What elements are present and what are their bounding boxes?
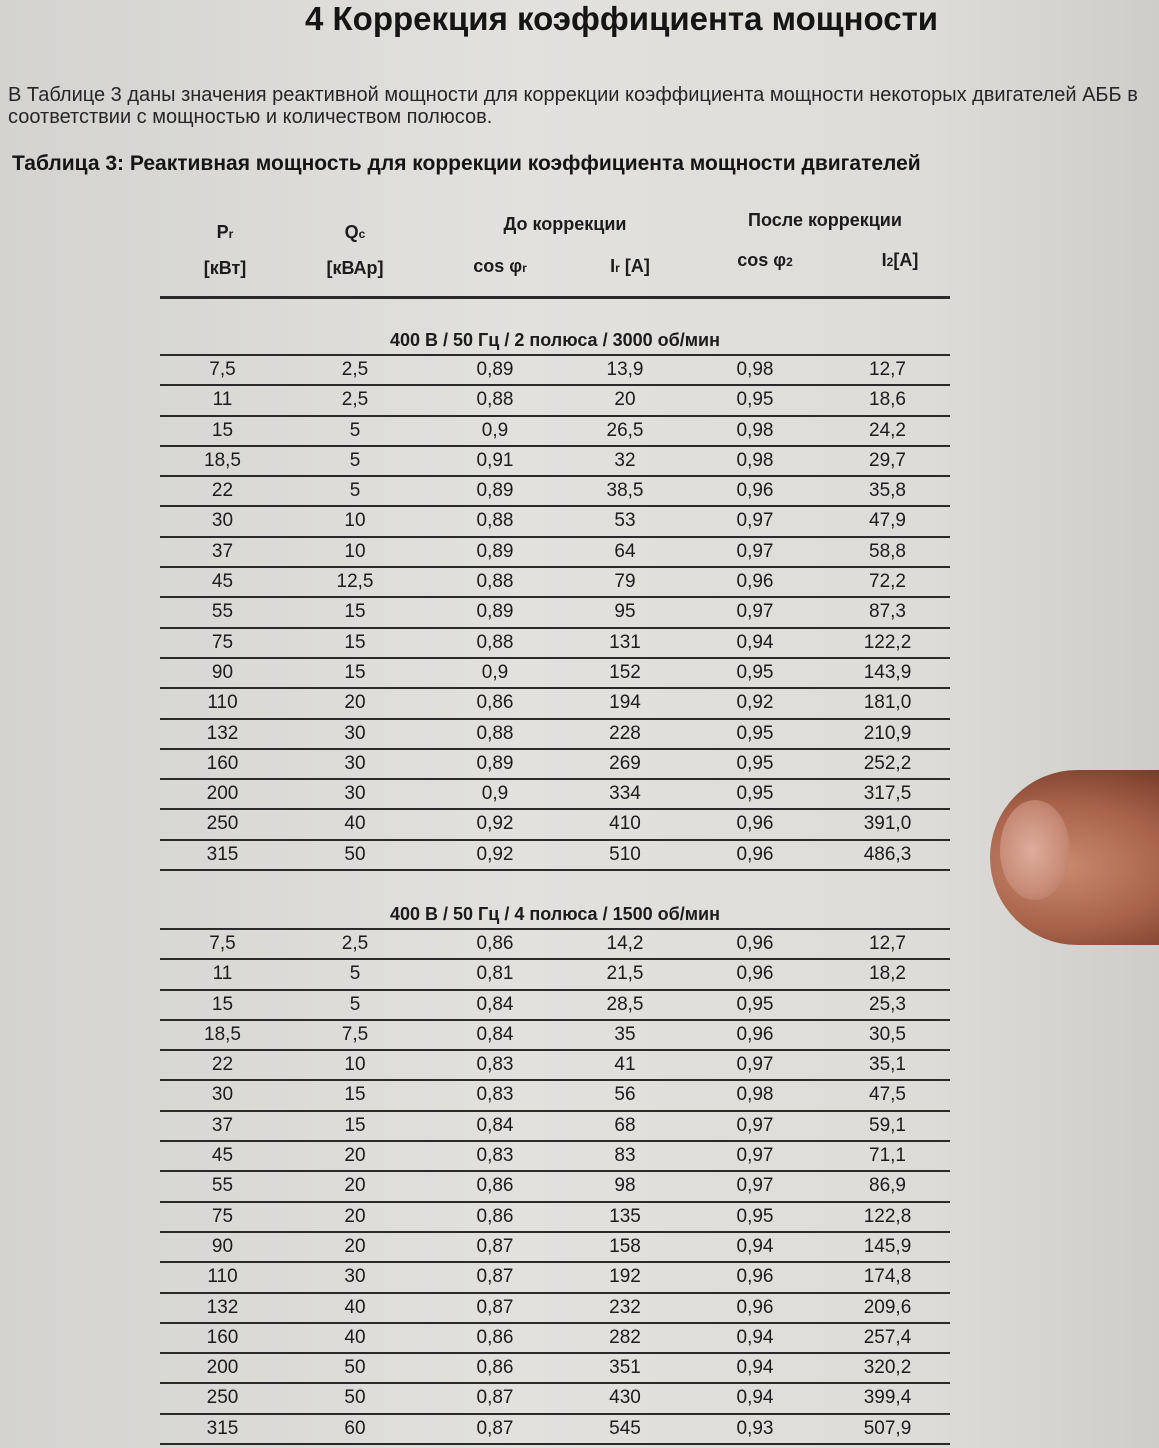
cell-power-kw: 18,5 [204, 449, 241, 471]
cell-cos-before: 0,87 [476, 1266, 514, 1288]
cell-current-after: 25,3 [869, 993, 906, 1015]
header-rule [160, 296, 950, 299]
cell-cos-after: 0,93 [736, 1417, 774, 1439]
cell-cos-after: 0,97 [736, 540, 774, 562]
cell-cos-after: 0,95 [736, 993, 774, 1015]
cell-cos-before: 0,89 [476, 540, 514, 562]
table-row [160, 1142, 950, 1172]
cell-cos-after: 0,95 [736, 1205, 774, 1227]
cell-current-after: 58,8 [869, 540, 906, 562]
header-cos-2: cos φ2 [737, 250, 793, 270]
cell-cos-after: 0,96 [736, 963, 774, 985]
cell-current-after: 29,7 [869, 449, 906, 471]
cell-power-kw: 22 [211, 480, 234, 502]
cell-power-kw: 45 [211, 571, 234, 593]
table-row [160, 1263, 950, 1293]
cell-reactive-kvar: 30 [344, 1266, 366, 1288]
table-row [160, 750, 950, 780]
cell-power-kw: 75 [211, 1205, 234, 1227]
cell-power-kw: 110 [207, 1266, 238, 1288]
table-row [160, 417, 950, 447]
cell-current-after: 145,9 [863, 1235, 912, 1257]
cell-reactive-kvar: 15 [344, 661, 366, 683]
cell-reactive-kvar: 40 [344, 1296, 366, 1318]
cell-current-after: 174,8 [863, 1266, 912, 1288]
cell-cos-after: 0,98 [736, 419, 774, 441]
cell-cos-after: 0,96 [736, 480, 774, 502]
cell-reactive-kvar: 10 [344, 540, 366, 562]
cell-reactive-kvar: 20 [344, 1205, 366, 1227]
cell-current-before: 510 [609, 843, 641, 865]
cell-cos-before: 0,92 [476, 843, 514, 865]
cell-power-kw: 11 [212, 963, 233, 985]
table-row [160, 1172, 950, 1202]
cell-current-after: 18,2 [869, 963, 906, 985]
cell-reactive-kvar: 40 [344, 813, 366, 835]
cell-current-before: 192 [609, 1266, 641, 1288]
cell-reactive-kvar: 2,5 [341, 389, 369, 411]
cell-cos-after: 0,94 [736, 1326, 774, 1348]
table-row [160, 1324, 950, 1354]
cell-reactive-kvar: 20 [344, 1145, 366, 1167]
cell-current-before: 83 [614, 1145, 636, 1167]
table-row [160, 1203, 950, 1233]
cell-power-kw: 11 [212, 389, 233, 411]
cell-current-before: 228 [609, 722, 641, 744]
cell-cos-after: 0,96 [736, 1266, 774, 1288]
cell-reactive-kvar: 40 [344, 1326, 366, 1348]
cell-current-before: 98 [614, 1175, 636, 1197]
cell-current-after: 181,0 [863, 692, 912, 714]
cell-power-kw: 45 [211, 1145, 234, 1167]
cell-cos-before: 0,87 [476, 1417, 514, 1439]
cell-current-after: 317,5 [863, 783, 912, 805]
cell-current-after: 35,1 [869, 1054, 906, 1076]
cell-reactive-kvar: 5 [349, 963, 361, 985]
cell-reactive-kvar: 15 [344, 631, 366, 653]
cell-power-kw: 37 [211, 540, 234, 562]
cell-power-kw: 18,5 [204, 1023, 241, 1045]
header-after-group: После коррекции [748, 210, 902, 230]
cell-reactive-kvar: 5 [349, 993, 361, 1015]
cell-cos-after: 0,96 [736, 933, 774, 954]
table-row [160, 659, 950, 689]
cell-reactive-kvar: 2,5 [341, 933, 369, 954]
cell-reactive-kvar: 20 [344, 1235, 366, 1257]
table-row [160, 447, 950, 477]
cell-cos-before: 0,86 [476, 692, 514, 714]
cell-current-before: 26,5 [606, 419, 644, 441]
table-row [160, 930, 950, 960]
cell-reactive-kvar: 15 [344, 601, 366, 623]
cell-current-after: 47,5 [869, 1084, 906, 1106]
cell-reactive-kvar: 10 [344, 510, 366, 532]
fingernail [1000, 800, 1070, 900]
table-row [160, 1233, 950, 1263]
table-row [160, 477, 950, 507]
cell-cos-after: 0,95 [736, 752, 774, 774]
cell-current-before: 135 [609, 1205, 641, 1227]
show-through-heading [95, 18, 305, 54]
cell-current-before: 20 [614, 389, 636, 411]
table-row [160, 720, 950, 750]
cell-cos-after: 0,97 [736, 510, 774, 532]
cell-current-before: 158 [609, 1235, 641, 1257]
cell-cos-after: 0,96 [736, 843, 774, 865]
cell-current-before: 232 [609, 1296, 641, 1318]
cell-cos-before: 0,87 [476, 1235, 514, 1257]
table-section-4-pole [160, 900, 950, 1445]
cell-cos-after: 0,92 [736, 692, 774, 714]
cell-power-kw: 200 [206, 1357, 239, 1379]
page-title: 4 Коррекция коэффициента мощности [305, 0, 939, 37]
cell-current-before: 282 [609, 1326, 641, 1348]
cell-reactive-kvar: 15 [344, 1084, 366, 1106]
cell-reactive-kvar: 50 [344, 843, 366, 865]
table-section-2-pole [160, 326, 950, 871]
cell-cos-before: 0,87 [476, 1387, 514, 1409]
cell-reactive-kvar: 2,5 [341, 359, 369, 380]
cell-reactive-kvar: 30 [344, 783, 366, 805]
table-row [160, 991, 950, 1021]
header-qc: Qc [344, 222, 366, 242]
cell-cos-before: 0,83 [476, 1084, 514, 1106]
cell-cos-before: 0,88 [476, 722, 514, 744]
header-pr-unit: [кВт] [203, 258, 247, 278]
cell-reactive-kvar: 5 [349, 449, 361, 471]
cell-current-after: 399,4 [863, 1387, 912, 1409]
table-row [160, 629, 950, 659]
cell-power-kw: 30 [211, 1084, 234, 1106]
table-row [160, 356, 950, 386]
cell-cos-before: 0,86 [476, 1205, 514, 1227]
cell-current-before: 64 [614, 540, 636, 562]
cell-power-kw: 160 [206, 1326, 239, 1348]
cell-current-before: 21,5 [606, 963, 644, 985]
cell-power-kw: 90 [211, 661, 234, 683]
cell-reactive-kvar: 5 [349, 480, 361, 502]
cell-current-after: 12,7 [869, 359, 906, 380]
cell-current-before: 38,5 [606, 480, 644, 502]
cell-current-before: 95 [614, 601, 636, 623]
cell-current-before: 41 [614, 1054, 636, 1076]
cell-cos-before: 0,89 [476, 480, 514, 502]
table-row [160, 1415, 950, 1445]
cell-current-after: 18,6 [869, 389, 906, 411]
cell-cos-before: 0,81 [476, 963, 514, 985]
table-row [160, 386, 950, 416]
cell-cos-before: 0,83 [476, 1145, 514, 1167]
table-row [160, 1294, 950, 1324]
cell-current-after: 122,8 [863, 1205, 912, 1227]
cell-current-before: 131 [609, 631, 641, 653]
cell-current-after: 71,1 [869, 1145, 906, 1167]
header-cos-r: cos φr [473, 256, 527, 276]
header-ir: Ir [A] [610, 256, 650, 276]
cell-cos-after: 0,94 [736, 1235, 774, 1257]
cell-power-kw: 110 [207, 692, 238, 714]
cell-cos-after: 0,95 [736, 661, 774, 683]
cell-power-kw: 7,5 [209, 359, 236, 380]
cell-cos-before: 0,84 [476, 1114, 514, 1136]
cell-cos-after: 0,96 [736, 571, 774, 593]
cell-reactive-kvar: 20 [344, 692, 366, 714]
cell-cos-before: 0,89 [476, 601, 514, 623]
cell-reactive-kvar: 10 [344, 1054, 366, 1076]
cell-current-after: 86,9 [869, 1175, 906, 1197]
cell-current-before: 53 [614, 510, 636, 532]
cell-current-before: 152 [609, 661, 641, 683]
intro-paragraph: В Таблице 3 даны значения реактивной мощности для коррекции коэффициента мощности некоторых двигателей АББ в соответствии с мощностью и количеством полюсов. [8, 84, 1138, 128]
cell-current-after: 12,7 [869, 933, 906, 954]
cell-reactive-kvar: 60 [344, 1417, 366, 1439]
cell-reactive-kvar: 50 [344, 1357, 366, 1379]
cell-power-kw: 15 [211, 419, 234, 441]
cell-current-after: 35,8 [869, 480, 906, 502]
cell-reactive-kvar: 15 [344, 1114, 366, 1136]
cell-current-before: 32 [614, 449, 636, 471]
cell-power-kw: 75 [211, 631, 234, 653]
cell-cos-before: 0,86 [476, 933, 514, 954]
cell-current-after: 210,9 [863, 722, 912, 744]
table-row [160, 1112, 950, 1142]
table-row [160, 1051, 950, 1081]
cell-cos-before: 0,9 [481, 661, 509, 683]
table-row [160, 1384, 950, 1414]
cell-current-after: 209,6 [863, 1296, 912, 1318]
cell-cos-after: 0,96 [736, 813, 774, 835]
table-row [160, 689, 950, 719]
cell-reactive-kvar: 12,5 [336, 571, 374, 593]
cell-current-after: 257,4 [863, 1326, 912, 1348]
cell-cos-before: 0,84 [476, 1023, 514, 1045]
cell-current-after: 252,2 [863, 752, 912, 774]
cell-cos-after: 0,98 [736, 1084, 774, 1106]
cell-cos-after: 0,96 [736, 1023, 774, 1045]
cell-power-kw: 55 [211, 601, 234, 623]
cell-power-kw: 90 [211, 1235, 234, 1257]
cell-power-kw: 315 [206, 843, 239, 865]
cell-current-before: 56 [614, 1084, 636, 1106]
cell-current-before: 13,9 [606, 359, 644, 380]
cell-power-kw: 22 [211, 1054, 234, 1076]
cell-cos-after: 0,95 [736, 389, 774, 411]
cell-current-before: 430 [609, 1387, 641, 1409]
cell-reactive-kvar: 30 [344, 752, 366, 774]
cell-current-before: 351 [609, 1357, 641, 1379]
cell-cos-before: 0,86 [476, 1326, 514, 1348]
cell-cos-before: 0,88 [476, 510, 514, 532]
cell-cos-before: 0,88 [476, 389, 514, 411]
cell-power-kw: 315 [206, 1417, 239, 1439]
cell-power-kw: 7,5 [209, 933, 236, 954]
cell-cos-after: 0,97 [736, 1054, 774, 1076]
cell-current-before: 194 [609, 692, 641, 714]
cell-cos-before: 0,88 [476, 631, 514, 653]
cell-cos-before: 0,84 [476, 993, 514, 1015]
cell-current-after: 24,2 [869, 419, 906, 441]
cell-current-before: 35 [614, 1023, 636, 1045]
cell-current-before: 410 [609, 813, 641, 835]
cell-reactive-kvar: 50 [344, 1387, 366, 1409]
cell-cos-after: 0,96 [736, 1296, 774, 1318]
section-rows [160, 356, 950, 871]
cell-cos-after: 0,98 [736, 449, 774, 471]
cell-current-after: 507,9 [863, 1417, 912, 1439]
cell-current-after: 486,3 [863, 843, 912, 865]
cell-current-before: 269 [609, 752, 641, 774]
cell-cos-before: 0,9 [481, 419, 509, 441]
cell-current-before: 14,2 [606, 933, 644, 954]
table-row [160, 810, 950, 840]
cell-cos-after: 0,97 [736, 1145, 774, 1167]
section-rows [160, 930, 950, 1445]
section-title: 400 В / 50 Гц / 2 полюса / 3000 об/мин [160, 326, 950, 356]
cell-power-kw: 132 [206, 1296, 239, 1318]
cell-cos-before: 0,91 [476, 449, 514, 471]
cell-power-kw: 132 [206, 722, 239, 744]
table-row [160, 780, 950, 810]
cell-cos-after: 0,94 [736, 631, 774, 653]
cell-current-after: 391,0 [863, 813, 912, 835]
cell-cos-after: 0,98 [736, 359, 774, 380]
table-row [160, 1081, 950, 1111]
cell-cos-before: 0,89 [476, 752, 514, 774]
cell-current-before: 79 [614, 571, 636, 593]
cell-cos-after: 0,97 [736, 1114, 774, 1136]
cell-current-after: 47,9 [869, 510, 906, 532]
header-before-group: До коррекции [503, 214, 627, 234]
section-title: 400 В / 50 Гц / 4 полюса / 1500 об/мин [160, 900, 950, 930]
table-row [160, 507, 950, 537]
cell-cos-before: 0,86 [476, 1175, 514, 1197]
cell-cos-before: 0,9 [481, 783, 509, 805]
cell-power-kw: 250 [206, 1387, 239, 1409]
cell-power-kw: 15 [211, 993, 234, 1015]
table-row [160, 960, 950, 990]
table-row [160, 598, 950, 628]
cell-current-before: 28,5 [606, 993, 644, 1015]
cell-current-before: 334 [609, 783, 641, 805]
cell-current-after: 30,5 [869, 1023, 906, 1045]
cell-current-after: 59,1 [869, 1114, 906, 1136]
cell-power-kw: 55 [211, 1175, 234, 1197]
cell-reactive-kvar: 30 [344, 722, 366, 744]
cell-current-before: 545 [609, 1417, 641, 1439]
cell-reactive-kvar: 5 [349, 419, 361, 441]
cell-cos-after: 0,94 [736, 1387, 774, 1409]
table-row [160, 538, 950, 568]
cell-cos-before: 0,87 [476, 1296, 514, 1318]
cell-cos-before: 0,88 [476, 571, 514, 593]
cell-power-kw: 200 [206, 783, 239, 805]
header-i2: I2[A] [881, 250, 919, 270]
table-row [160, 568, 950, 598]
cell-current-after: 143,9 [863, 661, 912, 683]
cell-power-kw: 30 [211, 510, 234, 532]
table-row [160, 1021, 950, 1051]
cell-reactive-kvar: 20 [344, 1175, 366, 1197]
cell-cos-after: 0,97 [736, 601, 774, 623]
cell-cos-after: 0,95 [736, 783, 774, 805]
cell-power-kw: 250 [206, 813, 239, 835]
cell-cos-before: 0,89 [476, 359, 514, 380]
cell-current-after: 72,2 [869, 571, 906, 593]
header-qc-unit: [кВАр] [326, 258, 384, 278]
cell-cos-before: 0,83 [476, 1054, 514, 1076]
cell-current-after: 87,3 [869, 601, 906, 623]
cell-cos-before: 0,86 [476, 1357, 514, 1379]
cell-cos-after: 0,95 [736, 722, 774, 744]
cell-reactive-kvar: 7,5 [341, 1023, 369, 1045]
cell-current-after: 122,2 [863, 631, 912, 653]
cell-cos-after: 0,94 [736, 1357, 774, 1379]
table-caption: Таблица 3: Реактивная мощность для коррекции коэффициента мощности двигателей [12, 152, 921, 175]
table-row [160, 1354, 950, 1384]
table-row [160, 841, 950, 871]
cell-power-kw: 160 [206, 752, 239, 774]
cell-current-after: 320,2 [863, 1357, 912, 1379]
cell-cos-before: 0,92 [476, 813, 514, 835]
cell-current-before: 68 [614, 1114, 636, 1136]
header-pr: Pr [216, 222, 234, 242]
cell-power-kw: 37 [211, 1114, 234, 1136]
cell-cos-after: 0,97 [736, 1175, 774, 1197]
